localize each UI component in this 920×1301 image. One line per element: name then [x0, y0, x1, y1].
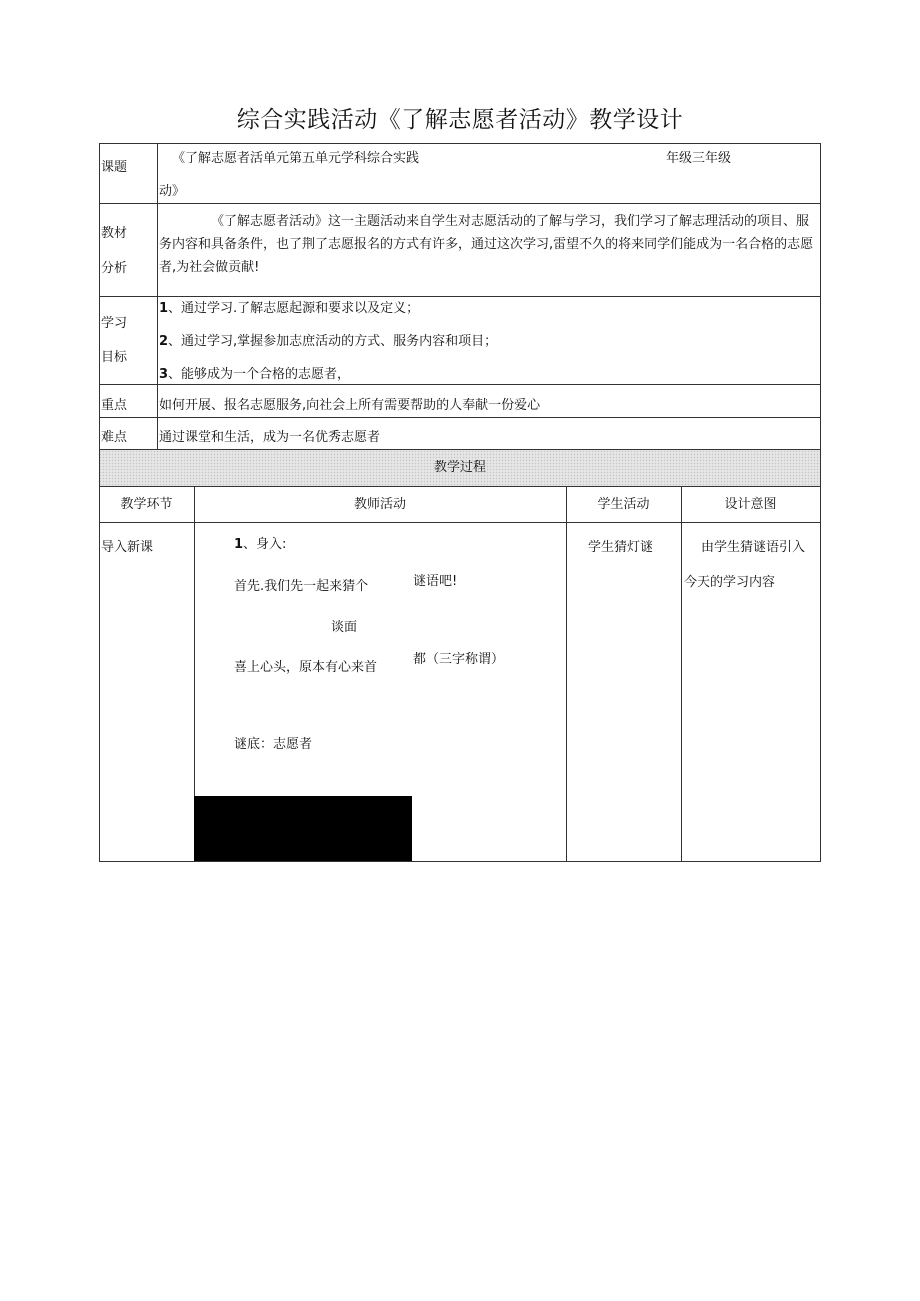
- teacher-line: 谈面: [331, 620, 358, 635]
- student-activity: 学生猜灯谜: [588, 540, 654, 555]
- goal-item: [159, 332, 497, 352]
- table-border-bottom: [99, 861, 821, 862]
- teacher-line: 喜上心头，原本有心来首: [234, 660, 378, 675]
- material-text: [159, 210, 819, 279]
- column-header-intent: 设计意图: [724, 497, 777, 512]
- design-intent-cont: 今天的学习内容: [684, 575, 776, 590]
- process-header: 教学过程: [433, 460, 486, 475]
- difficulty-label: 难点: [101, 430, 128, 445]
- topic-value: 《了解志愿者活单元第五单元学科综合实践: [172, 151, 420, 166]
- goals-label: 学习: [101, 316, 128, 331]
- material-label-2: 分析: [101, 261, 128, 276]
- teacher-line: 都（三字称谓）: [413, 652, 505, 667]
- key-point-text: 如何开展、报名志愿服务,向社会上所有需要帮助的人奉献一份爱心: [159, 398, 541, 413]
- teacher-step: [234, 535, 286, 555]
- topic-value-cont: 动》: [159, 184, 186, 199]
- goal-item: [159, 365, 350, 385]
- row-divider: [99, 296, 821, 297]
- riddle-answer: 谜底：志愿者: [234, 737, 313, 752]
- key-point-label: 重点: [101, 398, 128, 413]
- goals-label-2: 目标: [101, 350, 128, 365]
- column-header-teacher: 教师活动: [353, 497, 406, 512]
- column-divider: [681, 486, 682, 862]
- goal-number: 3: [159, 367, 169, 382]
- page-title: 综合实践活动《了解志愿者活动》教学设计: [236, 107, 684, 133]
- label-column-divider: [157, 143, 158, 450]
- goal-number: 1: [159, 301, 169, 316]
- teacher-line: 首先.我们先一起来猜个: [234, 579, 369, 594]
- goal-text: 、通过学习,掌握参加志庶活动的方式、服务内容和项目；: [168, 334, 498, 349]
- row-divider: [99, 203, 821, 204]
- difficulty-text: 通过课堂和生活，成为一名优秀志愿者: [159, 430, 381, 445]
- column-divider: [566, 486, 567, 862]
- row-divider: [99, 417, 821, 418]
- table-border-top: [99, 143, 821, 144]
- teacher-line: 谜语吧!: [413, 574, 458, 589]
- step-text: 、身入:: [243, 537, 287, 552]
- stage-cell: 导入新课: [101, 540, 154, 555]
- grade-value: 年级三年级: [666, 151, 732, 166]
- column-header-student: 学生活动: [597, 497, 650, 512]
- step-number: 1: [234, 537, 244, 552]
- goal-item: [159, 299, 419, 319]
- goal-text: 、能够成为一个合格的志愿者，: [168, 367, 351, 382]
- goal-number: 2: [159, 334, 169, 349]
- row-divider: [99, 486, 821, 487]
- column-header-stage: 教学环节: [120, 497, 173, 512]
- table-border-right: [820, 143, 821, 862]
- material-text-content: 《了解志愿者活动》这一主题活动来自学生对志愿活动的了解与学习，我们学习了解志理活动的项目、服务内容和具备条件，也了荆了志愿报名的方式有许多，通过这次学习,雷望不久的将来同学们能成为一名合格的志愿者,为社会做贡献!: [159, 214, 814, 275]
- redacted-block: [194, 796, 412, 861]
- topic-label: 课题: [101, 160, 128, 175]
- design-intent: 由学生猜谜语引入: [701, 540, 806, 555]
- goal-text: 、通过学习.了解志愿起源和要求以及定义；: [168, 301, 420, 316]
- material-label: 教材: [101, 226, 128, 241]
- row-divider: [99, 522, 821, 523]
